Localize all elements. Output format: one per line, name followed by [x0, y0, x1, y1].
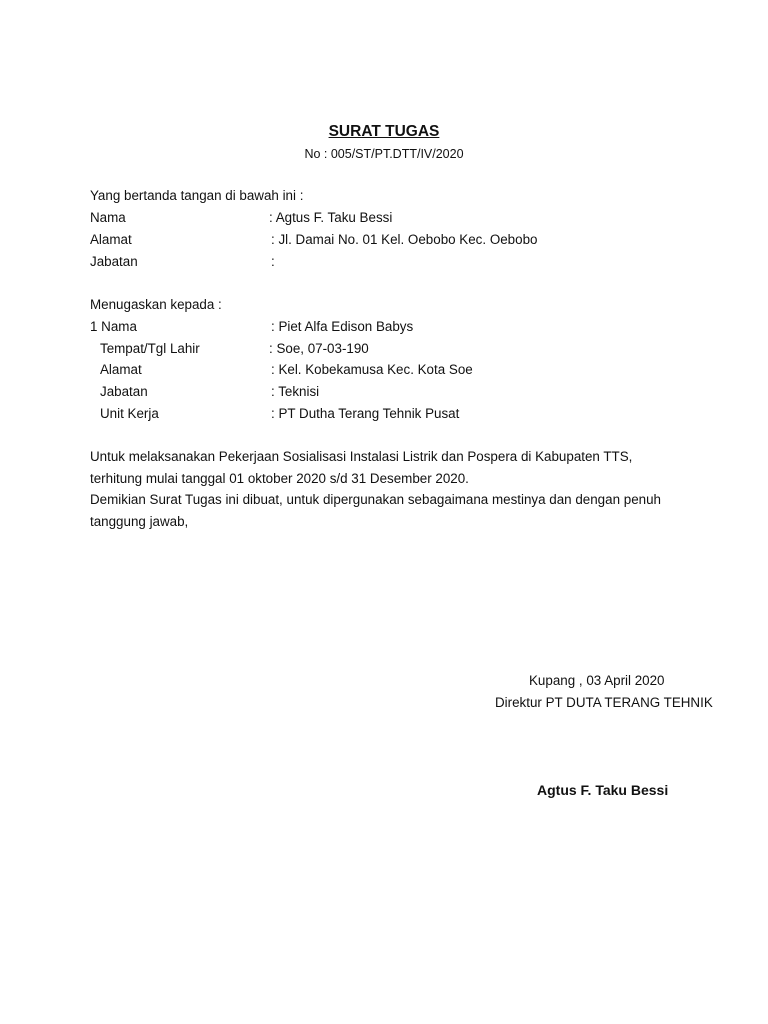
signatory-name: Agtus F. Taku Bessi — [537, 782, 669, 798]
intro-text: Yang bertanda tangan di bawah ini : — [90, 188, 304, 203]
body-line-3: Demikian Surat Tugas ini dibuat, untuk dipergunakan sebagaimana mestinya dan dengan penuh — [90, 492, 661, 507]
assign-heading: Menugaskan kepada : — [90, 297, 222, 312]
assignee-name-value: : Piet Alfa Edison Babys — [271, 319, 414, 334]
assignee-birth-label: Tempat/Tgl Lahir — [100, 341, 200, 356]
body-line-2: terhitung mulai tanggal 01 oktober 2020 s/d 31 Desember 2020. — [90, 471, 469, 486]
signer-position-value: : — [271, 254, 275, 269]
assignee-unit-label: Unit Kerja — [100, 406, 159, 421]
body-line-4: tanggung jawab, — [90, 514, 189, 529]
signer-address-label: Alamat — [90, 232, 132, 247]
signer-name-value: : Agtus F. Taku Bessi — [269, 210, 393, 225]
assignee-address-label: Alamat — [100, 362, 142, 377]
signer-name-label: Nama — [90, 210, 126, 225]
assignee-address-value: : Kel. Kobekamusa Kec. Kota Soe — [271, 362, 473, 377]
assignee-birth-value: : Soe, 07-03-190 — [269, 341, 369, 356]
signer-address-value: : Jl. Damai No. 01 Kel. Oebobo Kec. Oebobo — [271, 232, 538, 247]
assignee-unit-value: : PT Dutha Terang Tehnik Pusat — [271, 406, 460, 421]
letter-number: No : 005/ST/PT.DTT/IV/2020 — [304, 147, 464, 161]
assignee-position-label: Jabatan — [100, 384, 148, 399]
closing-place-date: Kupang , 03 April 2020 — [529, 673, 665, 688]
closing-position: Direktur PT DUTA TERANG TEHNIK — [495, 695, 713, 710]
body-line-1: Untuk melaksanakan Pekerjaan Sosialisasi Instalasi Listrik dan Pospera di Kabupaten TTS, — [90, 449, 633, 464]
assignee-name-label: 1 Nama — [90, 319, 137, 334]
signer-position-label: Jabatan — [90, 254, 138, 269]
letter-title: SURAT TUGAS — [328, 123, 440, 140]
assignee-position-value: : Teknisi — [271, 384, 320, 399]
